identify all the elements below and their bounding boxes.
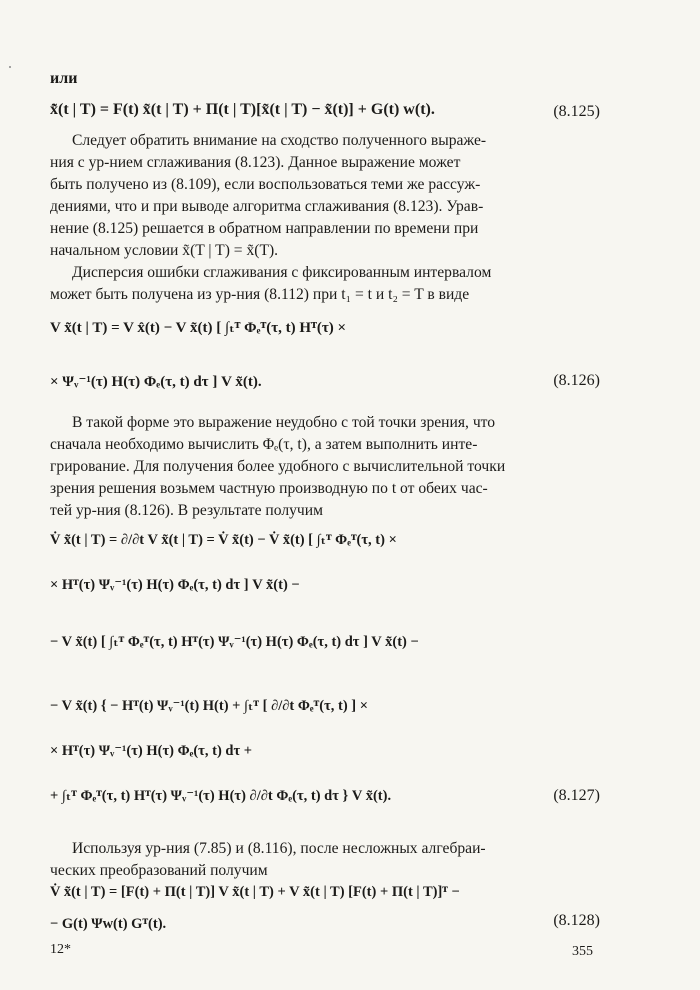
paragraph-3-line-4: зрения решения возьмем частную производную по t от обеих час- <box>50 480 488 497</box>
paragraph-2-line-2: может быть получена из ур-ния (8.112) при t₁ = t и t₂ = T в виде <box>50 286 470 303</box>
equation-8-127-line-5: × Hᵀ(τ) Ψᵥ⁻¹(τ) H(τ) Φₑ(τ, t) dτ + <box>50 743 253 759</box>
equation-8-128-line-2: − G(t) Ψw(t) Gᵀ(t). <box>50 916 167 932</box>
paragraph-1-line-3: быть получено из (8.109), если воспользоваться теми же рассуж- <box>50 176 481 193</box>
equation-8-126-line-1: V x̃(t | T) = V x̂(t) − V x̃(t) [ ∫ₜᵀ Φₑᵀ(τ, t) Hᵀ(τ) × <box>50 320 347 336</box>
equation-8-127-line-2: × Hᵀ(τ) Ψᵥ⁻¹(τ) H(τ) Φₑ(τ, t) dτ ] V x̃(t) − <box>50 577 300 593</box>
signature-mark: 12* <box>50 942 71 957</box>
paragraph-3-line-5: тей ур-ния (8.126). В результате получим <box>50 502 323 519</box>
intro-word: или <box>50 70 78 87</box>
equation-number-8-128: (8.128) <box>553 912 600 929</box>
paragraph-4-line-2: ческих преобразований получим <box>50 862 268 879</box>
equation-8-127-line-1: V̇ x̃(t | T) = ∂/∂t V x̃(t | T) = V̇ x̃(t) − V̇ x̃(t) [ ∫ₜᵀ Φₑᵀ(τ, t) × <box>50 532 397 548</box>
equation-8-127-line-4: − V x̃(t) { − Hᵀ(t) Ψᵥ⁻¹(t) H(t) + ∫ₜᵀ [ ∂/∂t Φₑᵀ(τ, t) ] × <box>50 698 369 714</box>
equation-number-8-125: (8.125) <box>553 103 600 120</box>
paragraph-1-line-6: начальном условии x̃(T | T) = x̃(T). <box>50 242 279 259</box>
paragraph-2-line-1: Дисперсия ошибки сглаживания с фиксированным интервалом <box>72 264 492 281</box>
equation-8-126-line-2: × Ψᵥ⁻¹(τ) H(τ) Φₑ(τ, t) dτ ] V x̃(t). <box>50 374 262 390</box>
paragraph-3-line-2: сначала необходимо вычислить Φₑ(τ, t), а затем выполнить инте- <box>50 436 478 453</box>
equation-8-128-line-1: V̇ x̃(t | T) = [F(t) + Π(t | T)] V x̃(t | T) + V x̃(t | T) [F(t) + Π(t | T)]ᵀ − <box>50 884 460 900</box>
equation-8-127-line-6: + ∫ₜᵀ Φₑᵀ(τ, t) Hᵀ(τ) Ψᵥ⁻¹(τ) H(τ) ∂/∂t Φₑ(τ, t) dτ } V x̃(t). <box>50 788 392 804</box>
equation-8-125: x̃̇(t | T) = F(t) x̃(t | T) + Π(t | T)[x̃(t | T) − x̃(t)] + G(t) w(t). <box>50 101 435 118</box>
paragraph-1-line-5: нение (8.125) решается в обратном направлении по времени при <box>50 220 479 237</box>
paragraph-1-line-4: дениями, что и при выводе алгоритма сглаживания (8.123). Урав- <box>50 198 484 215</box>
scan-speck <box>9 66 11 68</box>
paragraph-4-line-1: Используя ур-ния (7.85) и (8.116), после несложных алгебраи- <box>72 840 486 857</box>
paragraph-1 <box>50 130 598 152</box>
paragraph-3-line-3: грирование. Для получения более удобного с вычислительной точки <box>50 458 506 475</box>
paragraph-1-line: Следует обратить внимание на сходство полученного выраже- <box>72 132 487 149</box>
paragraph-3-line-1: В такой форме это выражение неудобно с той точки зрения, что <box>72 414 496 431</box>
equation-8-127-line-3: − V x̃(t) [ ∫ₜᵀ Φₑᵀ(τ, t) Hᵀ(τ) Ψᵥ⁻¹(τ) H(τ) Φₑ(τ, t) dτ ] V x̃(t) − <box>50 634 419 650</box>
equation-number-8-126: (8.126) <box>553 372 600 389</box>
page-number: 355 <box>572 944 593 959</box>
paragraph-1-line-2: ния с ур-нием сглаживания (8.123). Данное выражение может <box>50 154 461 171</box>
equation-number-8-127: (8.127) <box>553 787 600 804</box>
